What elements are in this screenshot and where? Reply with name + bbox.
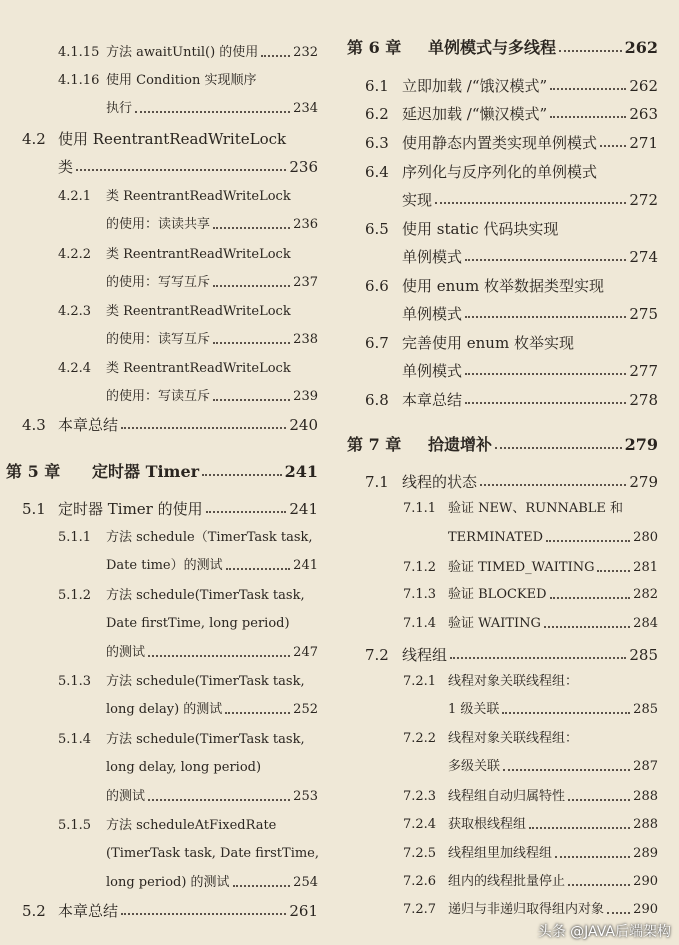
toc-leader-dots: [121, 913, 286, 915]
toc-entry-title: 1 级关联: [448, 702, 500, 717]
toc-page-number: 252: [293, 702, 318, 717]
toc-entry-title: 使用静态内置类实现单例模式: [402, 134, 598, 152]
toc-entry-number: 7.2.1: [403, 674, 437, 689]
toc-entry: [365, 467, 658, 491]
toc-page-number: 290: [633, 902, 658, 917]
toc-entry-title: 线程对象关联线程组：: [448, 731, 579, 746]
toc-leader-dots: [600, 145, 626, 147]
toc-entry-title: 序列化与反序列化的单例模式: [402, 163, 598, 181]
toc-entry-number: 7.1.3: [403, 587, 437, 602]
toc-entry: [365, 328, 658, 352]
toc-entry: [402, 356, 658, 380]
toc-entry-title: 定时器 Timer: [92, 462, 200, 481]
toc-entry-number: 6.3: [365, 134, 389, 152]
toc-entry: [365, 71, 658, 95]
toc-page-number: 280: [633, 530, 658, 545]
toc-entry-title: 线程的状态: [402, 473, 478, 491]
toc-leader-dots: [559, 50, 622, 52]
toc-entry: [106, 325, 318, 349]
toc-page-number: 241: [289, 500, 318, 518]
toc-entry-number: 5.1.2: [58, 588, 92, 603]
toc-page-number: 234: [293, 101, 318, 116]
toc-entry: [365, 99, 658, 123]
toc-entry-number: 4.2.2: [58, 247, 92, 262]
toc-entry-title: 执行: [106, 101, 133, 116]
toc-page-number: 261: [289, 902, 318, 920]
toc-leader-dots: [550, 116, 626, 118]
toc-entry: [365, 128, 658, 152]
toc-entry: [403, 667, 658, 691]
toc-entry-title: 递归与非递归取得组内对象: [448, 902, 605, 917]
toc-entry-number: 5.1: [22, 500, 46, 518]
watermark-text: 头条 @JAVA后端架构: [537, 924, 671, 940]
toc-entry-number: 6.2: [365, 105, 389, 123]
toc-entry: [365, 214, 658, 238]
toc-page-number: 241: [293, 558, 318, 573]
toc-entry: [106, 551, 318, 575]
toc-entry: [106, 782, 318, 806]
toc-entry: [365, 385, 658, 409]
toc-entry-title: 类 ReentrantReadWriteLock: [106, 361, 291, 376]
toc-leader-dots: [465, 402, 626, 404]
toc-entry: [106, 868, 318, 892]
toc-entry-title: 使用 enum 枚举数据类型实现: [402, 277, 604, 295]
toc-entry-title: Date time）的测试: [106, 558, 223, 573]
toc-entry-title: 线程组: [402, 646, 448, 664]
toc-leader-dots: [465, 316, 626, 318]
toc-leader-dots: [213, 342, 290, 344]
toc-leader-dots: [225, 712, 290, 714]
toc-leader-dots: [607, 912, 630, 914]
toc-entry: [448, 695, 658, 719]
toc-leader-dots: [226, 568, 291, 570]
toc-entry: [106, 609, 318, 633]
toc-entry-title: (TimerTask task, Date firstTime,: [106, 846, 320, 861]
toc-entry: [58, 811, 318, 835]
toc-entry-title: Date firstTime, long period): [106, 616, 290, 631]
toc-entry-title: 线程对象关联线程组：: [448, 674, 579, 689]
toc-entry-title: 验证 NEW、RUNNABLE 和: [448, 501, 624, 516]
toc-entry-number: 6.7: [365, 334, 389, 352]
toc-entry-number: 4.2.1: [58, 189, 92, 204]
toc-page-number: 284: [633, 616, 658, 631]
toc-page-number: 263: [629, 105, 658, 123]
toc-entry: [58, 66, 318, 90]
toc-page-number: 279: [629, 473, 658, 491]
toc-entry-title: 使用 ReentrantReadWriteLock: [58, 130, 287, 148]
toc-entry-title: long delay, long period): [106, 760, 262, 775]
toc-entry: [402, 299, 658, 323]
toc-entry: [106, 695, 318, 719]
toc-entry: [58, 297, 318, 321]
toc-entry-number: 4.3: [22, 416, 46, 434]
toc-entry: [403, 553, 658, 577]
toc-entry: [106, 268, 318, 292]
toc-leader-dots: [502, 712, 630, 714]
toc-entry-title: 的使用：读写互斥: [106, 332, 211, 347]
toc-entry-title: 方法 scheduleAtFixedRate: [106, 818, 277, 833]
toc-entry-title: 单例模式: [402, 248, 463, 266]
toc-entry-number: 4.2: [22, 130, 46, 148]
toc-entry: [402, 185, 658, 209]
toc-leader-dots: [202, 474, 281, 476]
toc-entry: [106, 839, 318, 863]
toc-entry-number: 7.2.2: [403, 731, 437, 746]
toc-entry-title: 立即加载 /“饿汉模式”: [402, 77, 548, 95]
toc-entry-title: 的使用：读读共享: [106, 217, 211, 232]
toc-leader-dots: [503, 769, 630, 771]
toc-entry: [22, 410, 318, 434]
toc-entry-number: 5.1.1: [58, 530, 92, 545]
toc-entry: [403, 895, 658, 919]
toc-entry-title: 单例模式: [402, 305, 463, 323]
toc-entry: [403, 782, 658, 806]
toc-entry-number: 5.1.3: [58, 674, 92, 689]
watermark: [538, 921, 671, 941]
toc-page-number: 278: [629, 391, 658, 409]
toc-entry-number: 7.2.7: [403, 902, 437, 917]
toc-entry: [448, 523, 658, 547]
toc-entry-title: 获取根线程组: [448, 817, 527, 832]
toc-entry-title: 使用 Condition 实现顺序: [106, 73, 257, 88]
toc-leader-dots: [450, 657, 626, 659]
toc-entry: [403, 724, 658, 748]
toc-entry: [22, 896, 318, 920]
toc-entry-title: 验证 BLOCKED: [448, 587, 547, 602]
toc-entry-number: 7.2.6: [403, 874, 437, 889]
toc-entry: [58, 182, 318, 206]
toc-entry-number: 6.1: [365, 77, 389, 95]
toc-entry-number: 7.1: [365, 473, 389, 491]
toc-right-column: [340, 0, 679, 945]
toc-entry-number: 6.8: [365, 391, 389, 409]
toc-entry-title: long period) 的测试: [106, 875, 230, 890]
toc-page-number: 289: [633, 846, 658, 861]
toc-entry-number: 7.2.4: [403, 817, 437, 832]
toc-leader-dots: [465, 373, 626, 375]
toc-leader-dots: [495, 447, 622, 449]
toc-entry-number: 7.2: [365, 646, 389, 664]
toc-page-number: 240: [289, 416, 318, 434]
toc-entry-number: 第 6 章: [347, 38, 402, 57]
toc-entry-title: 类: [58, 158, 74, 176]
toc-entry-title: 的使用：写写互斥: [106, 275, 211, 290]
toc-page-number: 262: [624, 38, 658, 57]
toc-entry-title: TERMINATED: [448, 530, 544, 545]
toc-page-number: 272: [629, 191, 658, 209]
toc-page-number: 285: [629, 646, 658, 664]
toc-entry-number: 7.2.3: [403, 789, 437, 804]
toc-entry: [403, 867, 658, 891]
toc-entry-title: 方法 schedule（TimerTask task,: [106, 530, 313, 545]
toc-entry: [58, 581, 318, 605]
toc-entry: [106, 638, 318, 662]
toc-entry-title: 方法 schedule(TimerTask task,: [106, 674, 305, 689]
toc-entry: [402, 242, 658, 266]
toc-entry: [58, 38, 318, 62]
toc-entry-title: 类 ReentrantReadWriteLock: [106, 304, 291, 319]
toc-entry-title: 完善使用 enum 枚举实现: [402, 334, 574, 352]
toc-entry-title: 组内的线程批量停止: [448, 874, 566, 889]
toc-entry-number: 7.2.5: [403, 846, 437, 861]
toc-entry-number: 4.1.16: [58, 73, 100, 88]
toc-page-number: 271: [629, 134, 658, 152]
toc-entry-title: 类 ReentrantReadWriteLock: [106, 189, 291, 204]
toc-page-number: 236: [293, 217, 318, 232]
toc-chapter-entry: [6, 457, 318, 481]
toc-entry-number: 6.4: [365, 163, 389, 181]
toc-leader-dots: [546, 540, 630, 542]
toc-leader-dots: [568, 884, 630, 886]
toc-entry-title: 单例模式: [402, 362, 463, 380]
toc-entry-title: 的测试: [106, 789, 146, 804]
toc-entry-number: 第 5 章: [6, 462, 61, 481]
toc-entry-title: 定时器 Timer 的使用: [58, 500, 203, 518]
toc-leader-dots: [135, 111, 290, 113]
toc-entry-number: 5.1.5: [58, 818, 92, 833]
toc-entry: [448, 752, 658, 776]
toc-leader-dots: [233, 885, 291, 887]
toc-entry: [403, 580, 658, 604]
toc-entry-title: 验证 TIMED_WAITING: [448, 560, 595, 575]
toc-leader-dots: [148, 799, 290, 801]
toc-leader-dots: [121, 427, 286, 429]
toc-entry-title: long delay) 的测试: [106, 702, 223, 717]
toc-entry-title: 使用 static 代码块实现: [402, 220, 559, 238]
toc-page-number: 236: [289, 158, 318, 176]
toc-page-number: 288: [633, 789, 658, 804]
toc-entry-title: 的使用：写读互斥: [106, 389, 211, 404]
toc-leader-dots: [213, 399, 290, 401]
toc-leader-dots: [206, 511, 287, 513]
toc-page-number: 254: [293, 875, 318, 890]
toc-page-number: 279: [624, 435, 658, 454]
toc-leader-dots: [213, 285, 290, 287]
toc-entry: [403, 609, 658, 633]
toc-entry-number: 7.1.2: [403, 560, 437, 575]
toc-leader-dots: [148, 655, 290, 657]
toc-leader-dots: [76, 169, 286, 171]
toc-entry-title: 单例模式与多线程: [428, 38, 557, 57]
toc-entry-number: 7.1.1: [403, 501, 437, 516]
toc-page-number: 282: [633, 587, 658, 602]
toc-entry-title: 多级关联: [448, 759, 501, 774]
toc-page-number: 238: [293, 332, 318, 347]
toc-page-number: 262: [629, 77, 658, 95]
toc-entry-number: 5.1.4: [58, 732, 92, 747]
toc-entry: [403, 810, 658, 834]
toc-entry: [58, 725, 318, 749]
toc-page-number: 239: [293, 389, 318, 404]
toc-entry-number: 6.6: [365, 277, 389, 295]
toc-entry-number: 6.5: [365, 220, 389, 238]
toc-leader-dots: [597, 570, 630, 572]
toc-page-number: 290: [633, 874, 658, 889]
toc-entry: [22, 494, 318, 518]
toc-page-number: 232: [293, 45, 318, 60]
toc-entry-title: 方法 schedule(TimerTask task,: [106, 732, 305, 747]
toc-entry-title: 实现: [402, 191, 433, 209]
toc-entry-title: 本章总结: [58, 902, 119, 920]
toc-page-number: 288: [633, 817, 658, 832]
toc-entry-title: 本章总结: [402, 391, 463, 409]
toc-entry-title: 方法 schedule(TimerTask task,: [106, 588, 305, 603]
toc-leader-dots: [480, 484, 626, 486]
toc-leader-dots: [529, 827, 630, 829]
toc-entry-title: 验证 WAITING: [448, 616, 541, 631]
toc-entry-number: 4.2.3: [58, 304, 92, 319]
toc-entry-number: 4.2.4: [58, 361, 92, 376]
toc-page-number: 275: [629, 305, 658, 323]
toc-chapter-entry: [347, 430, 658, 454]
toc-entry: [365, 640, 658, 664]
toc-entry: [106, 382, 318, 406]
toc-entry: [365, 271, 658, 295]
toc-entry-number: 7.1.4: [403, 616, 437, 631]
toc-entry: [403, 839, 658, 863]
toc-entry-title: 延迟加载 /“懒汉模式”: [402, 105, 548, 123]
toc-leader-dots: [213, 227, 290, 229]
toc-entry-title: 类 ReentrantReadWriteLock: [106, 247, 291, 262]
toc-entry: [106, 210, 318, 234]
toc-page-number: 285: [633, 702, 658, 717]
toc-page-number: 277: [629, 362, 658, 380]
toc-leader-dots: [555, 856, 630, 858]
toc-leader-dots: [465, 259, 626, 261]
toc-entry: [365, 157, 658, 181]
toc-entry: [58, 240, 318, 264]
toc-entry-title: 拾遗增补: [428, 435, 493, 454]
toc-page-number: 247: [293, 645, 318, 660]
toc-leader-dots: [261, 55, 290, 57]
toc-entry-number: 5.2: [22, 902, 46, 920]
toc-chapter-entry: [347, 33, 658, 57]
toc-entry-number: 第 7 章: [347, 435, 402, 454]
toc-entry-title: 方法 awaitUntil() 的使用: [106, 45, 259, 60]
toc-leader-dots: [568, 799, 630, 801]
toc-entry-number: 4.1.15: [58, 45, 100, 60]
toc-entry: [58, 523, 318, 547]
toc-entry: [58, 354, 318, 378]
toc-entry: [106, 94, 318, 118]
toc-page-number: 241: [284, 462, 318, 481]
toc-leader-dots: [550, 88, 626, 90]
toc-entry-title: 线程组里加线程组: [448, 846, 553, 861]
toc-entry-title: 本章总结: [58, 416, 119, 434]
toc-leader-dots: [544, 626, 630, 628]
toc-entry: [58, 667, 318, 691]
toc-entry-title: 线程组自动归属特性: [448, 789, 566, 804]
toc-page-number: 274: [629, 248, 658, 266]
toc-page-number: 287: [633, 759, 658, 774]
toc-entry: [58, 152, 318, 176]
toc-page-number: 253: [293, 789, 318, 804]
toc-leader-dots: [435, 202, 626, 204]
toc-entry: [403, 494, 658, 518]
toc-page-number: 237: [293, 275, 318, 290]
toc-entry: [22, 124, 318, 148]
toc-leader-dots: [550, 597, 631, 599]
toc-entry: [106, 753, 318, 777]
toc-entry-title: 的测试: [106, 645, 146, 660]
toc-page-number: 281: [633, 560, 658, 575]
